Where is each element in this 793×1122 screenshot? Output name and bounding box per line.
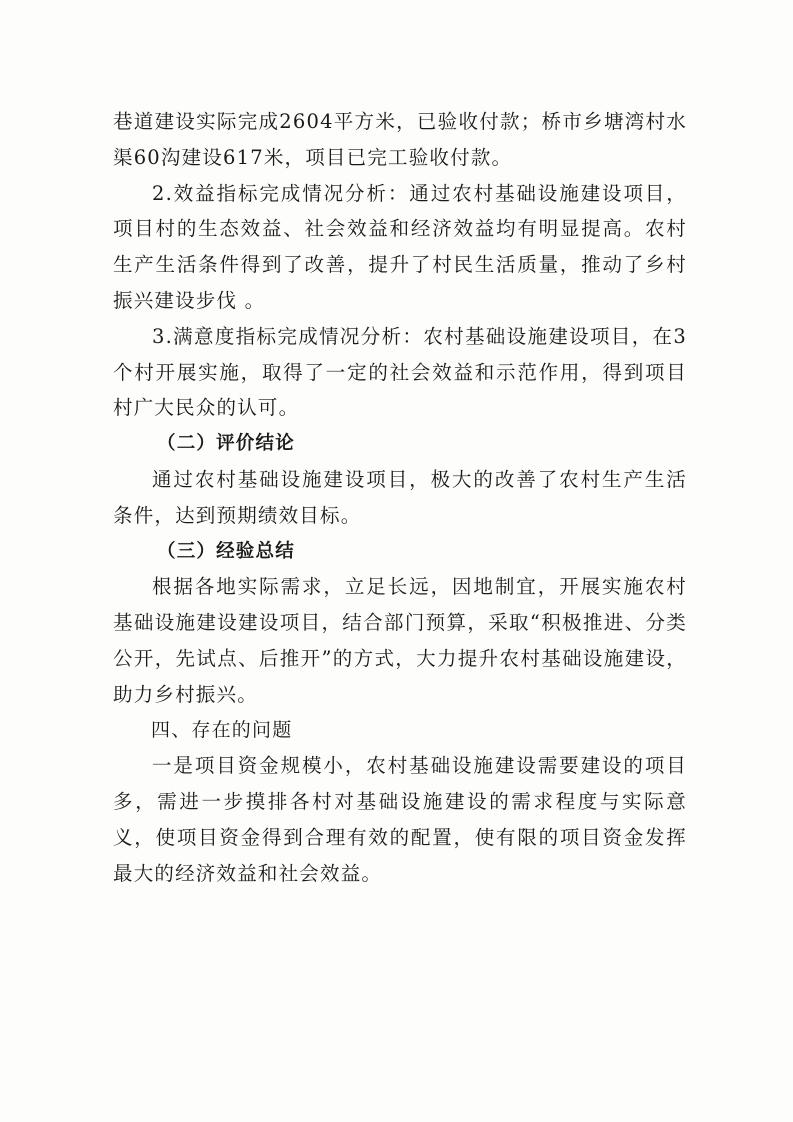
- document-body: [113, 104, 687, 892]
- paragraph-evaluation-conclusion: 通过农村基础设施建设项目，极大的改善了农村生产生活条件，达到预期绩效目标。: [113, 467, 687, 527]
- paragraph-construction-completion: 巷道建设实际完成2604平方米，已验收付款；桥市乡塘湾村水渠60沟建设617米，项目已完工验收付款。: [113, 110, 687, 169]
- heading-evaluation-conclusion: （二）评价结论: [157, 433, 295, 455]
- paragraph-satisfaction-indicators: 3.满意度指标完成情况分析：农村基础设施建设项目，在3个村开展实施，取得了一定的社会效益和示范作用，得到项目村广大民众的认可。: [113, 324, 687, 420]
- heading-experience-summary: （三）经验总结: [157, 540, 295, 562]
- paragraph-experience-summary: 根据各地实际需求，立足长远，因地制宜，开展实施农村基础设施建设建设项目，结合部门预算，采取“积极推进、分类公开，先试点、后推开”的方式，大力提升农村基础设施建设，助力乡村振兴。: [113, 575, 687, 706]
- paragraph-benefit-indicators: 2.效益指标完成情况分析：通过农村基础设施建设项目，项目村的生态效益、社会效益和经济效益均有明显提高。农村生产生活条件得到了改善，提升了村民生活质量，推动了乡村振兴建设步伐 。: [113, 181, 687, 312]
- heading-existing-problems: 四、存在的问题: [151, 718, 293, 741]
- paragraph-existing-problems: 一是项目资金规模小，农村基础设施建设需要建设的项目多，需进一步摸排各村对基础设施建设的需求程度与实际意义，使项目资金得到合理有效的配置，使有限的项目资金发挥最大的经济效益和社会效益。: [113, 754, 687, 885]
